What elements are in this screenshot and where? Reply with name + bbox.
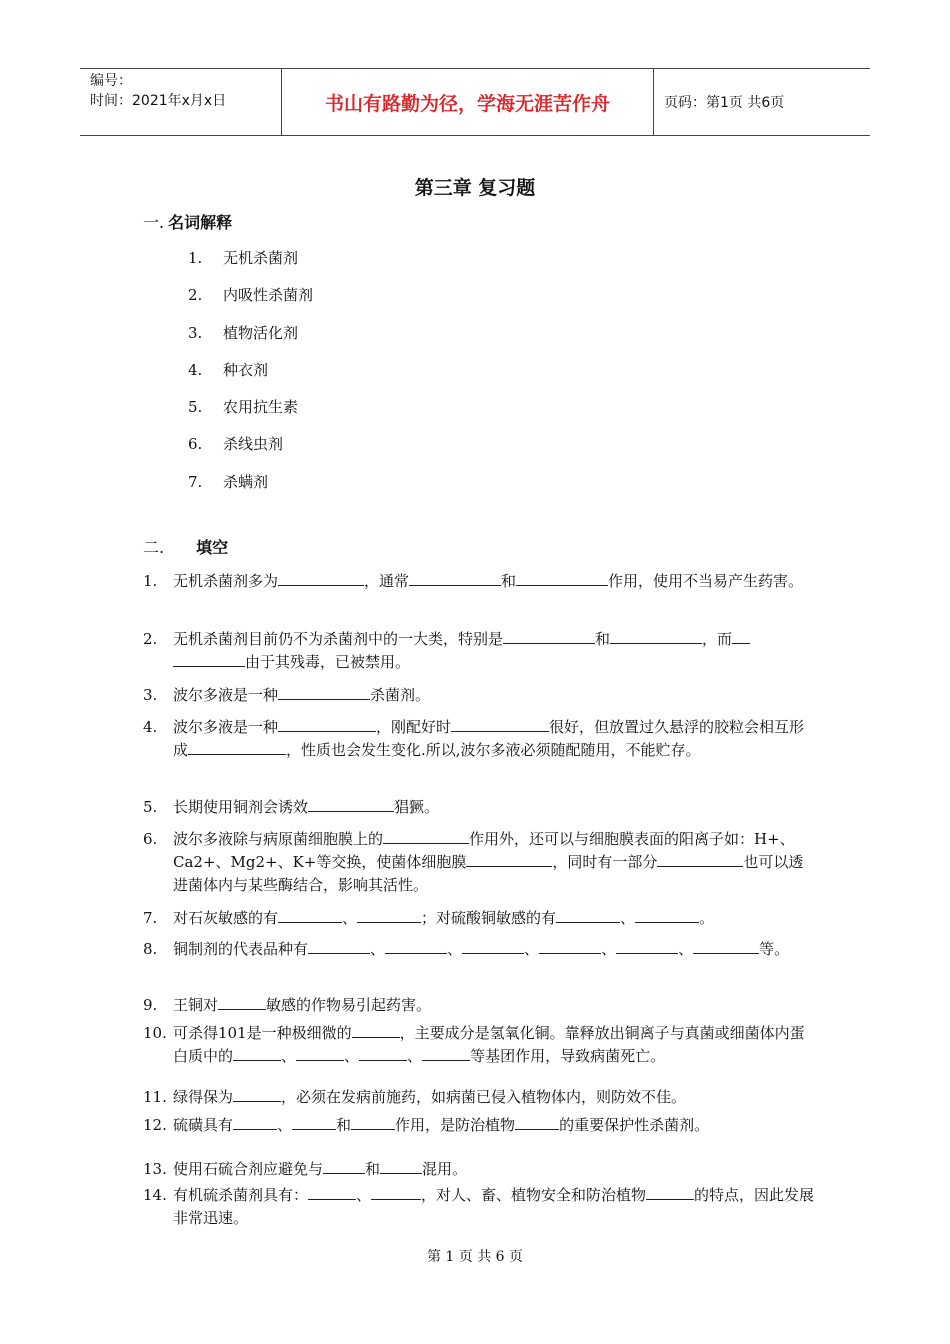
section-title: 填空 [196,538,229,557]
list-item: 7. 杀螨剂 [188,472,269,491]
list-item: 5. 农用抗生素 [188,398,299,417]
question-13: 13. 使用石硫合剂应避免与 和 混用。 [143,1160,468,1178]
question-11: 11. 绿得保为 ，必须在发病前施药，如病菌已侵入植物体内，则防效不佳。 [143,1088,687,1106]
header-table [80,68,870,136]
page-info: 页码：第1页 共6页 [664,95,785,111]
question-12: 12. 硫磺具有 、 和 作用，是防治植物 的重要保护性杀菌剂。 [143,1116,710,1134]
motto: 书山有路勤为径，学海无涯苦作舟 [282,69,654,135]
question-2: 2. 无机杀菌剂目前仍不为杀菌剂中的一大类，特别是 和 ，而由于其残毒，已被禁用。 [143,628,815,674]
section-title: 名词解释 [168,213,233,232]
question-6: 6. 波尔多液除与病原菌细胞膜上的 作用外，还可以与细胞膜表面的阳离子如：H+、Ca2+、Mg2+、K+等交换，使菌体细胞膜 ，同时有一部分 也可以透进菌体内与某些酶结合，影响其活性。 [143,830,804,894]
section-number: 二. [143,538,165,557]
question-4: 4. 波尔多液是一种 ，刚配好时 很好，但放置过久悬浮的胶粒会相互形成 ，性质也会发生变化.所以,波尔多液必须随配随用，不能贮存。 [143,718,805,759]
question-7: 7. 对石灰敏感的有 、 ；对硫酸铜敏感的有 、 。 [143,909,715,927]
question-1: 1. 无机杀菌剂多为 ，通常 和 作用，使用不当易产生药害。 [143,572,804,590]
question-3: 3. 波尔多液是一种 杀菌剂。 [143,686,431,704]
list-item: 6. 杀线虫剂 [188,435,284,454]
list-item: 2. 内吸性杀菌剂 [188,286,314,305]
section-heading-terms [143,210,232,233]
page-footer: 第 1 页 共 6 页 [426,1249,524,1265]
question-10: 10. 可杀得101是一种极细微的 ，主要成分是氢氧化铜。靠释放出铜离子与真菌或细菌体内蛋白质中的 、 、 、 等基团作用，导致病菌死亡。 [143,1024,805,1065]
number-label: 编号： [90,73,132,89]
chapter-title: 第三章 复习题 [414,177,536,199]
question-8: 8. 铜制剂的代表品种有 、 、 、 、 、 等。 [143,940,790,958]
section-heading-fill [143,535,228,558]
time-label: 时间：2021年x月x日 [90,93,227,109]
section-number: 一. [143,213,165,232]
term-list [188,247,313,508]
list-item: 4. 种衣剂 [188,360,269,379]
question-14: 14. 有机硫杀菌剂具有： 、 ，对人、畜、植物安全和防治植物 的特点，因此发展非常迅速。 [143,1186,815,1227]
header-meta-cell [80,69,282,135]
list-item: 3. 植物活化剂 [188,323,299,342]
list-item: 1. 无机杀菌剂 [188,249,299,267]
question-5: 5. 长期使用铜剂会诱效 猖獗。 [143,798,440,816]
question-9: 9. 王铜对 敏感的作物易引起药害。 [143,996,432,1014]
